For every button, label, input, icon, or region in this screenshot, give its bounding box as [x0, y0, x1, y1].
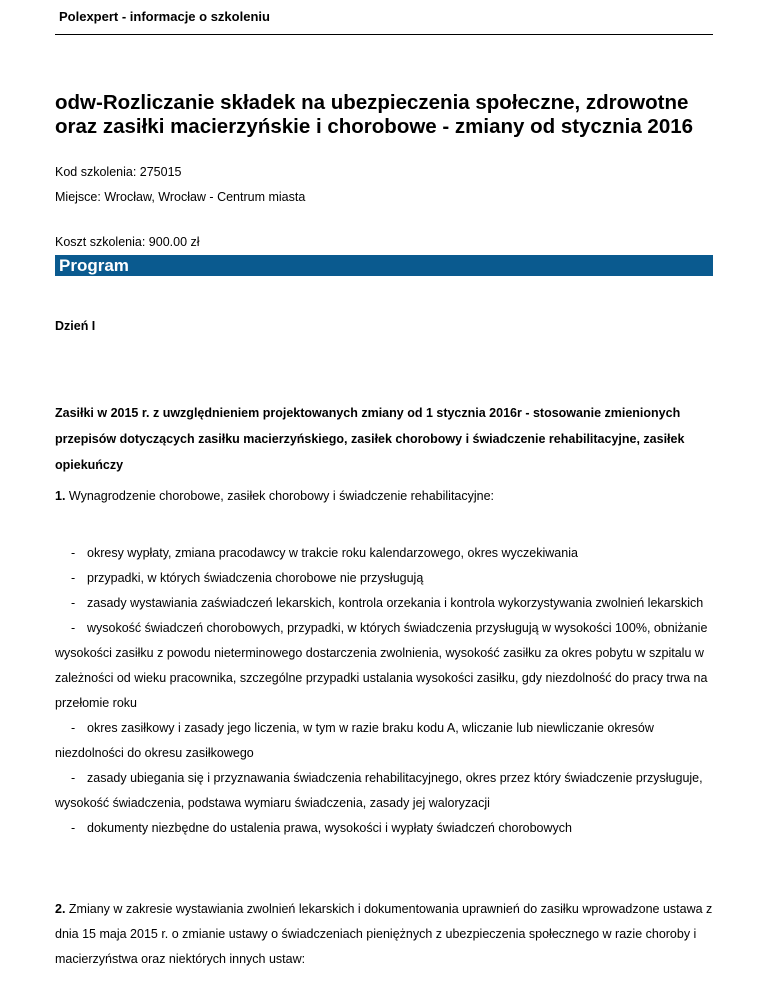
item-1-number: 1. — [55, 489, 66, 503]
list-item: - przypadki, w których świadczenia chorobowe nie przysługują — [55, 566, 715, 591]
course-title: odw-Rozliczanie składek na ubezpieczenia społeczne, zdrowotne oraz zasiłki macierzyńskie i chorobowe - zmiany od stycznia 2016 — [55, 91, 694, 138]
dash-marker: - — [71, 721, 76, 735]
list-item: - okres zasiłkowy i zasady jego liczenia, w tym w razie braku kodu A, wliczanie lub niewliczanie okresów niezdolności do okresu zasiłkowego — [55, 716, 715, 766]
dash-marker: - — [71, 596, 76, 610]
item-1-paragraph — [55, 484, 715, 509]
dash-marker: - — [71, 771, 76, 785]
list-item: - okresy wypłaty, zmiana pracodawcy w trakcie roku kalendarzowego, okres wyczekiwania — [55, 541, 715, 566]
item-2-number: 2. — [55, 902, 66, 916]
item-1-list — [55, 541, 715, 841]
dash-marker: - — [71, 821, 76, 835]
course-cost: Koszt szkolenia: 900.00 zł — [55, 235, 200, 249]
block-title: Zasiłki w 2015 r. z uwzględnieniem projektowanych zmiany od 1 stycznia 2016r - stosowanie zmienionych przepisów dotyczących zasiłku macierzyńskiego, zasiłek chorobowy i świadczenie rehabilitacyjne, zasiłek opiekuńczy — [55, 406, 685, 472]
dash-marker: - — [71, 546, 76, 560]
list-item: - dokumenty niezbędne do ustalenia prawa, wysokości i wypłaty świadczeń chorobowych — [55, 816, 715, 841]
page-header-title: Polexpert - informacje o szkoleniu — [59, 9, 270, 24]
header-divider — [55, 34, 713, 35]
dash-marker: - — [71, 571, 76, 585]
course-code: Kod szkolenia: 275015 — [55, 165, 182, 179]
program-section-header: Program — [55, 255, 713, 276]
day-heading: Dzień I — [55, 319, 96, 333]
list-item: - wysokość świadczeń chorobowych, przypadki, w których świadczenia przysługują w wysokości 100%, obniżanie wysokości zasiłku z powodu nieterminowego dostarczenia zwolnienia, wysokość zasiłku za okres pobytu w szpitalu w zależności od wieku pracownika, szczególne przypadki ustalania wysokości zasiłku, gdy niezdolność do pracy trwa na przełomie roku — [55, 616, 715, 716]
list-item: - zasady wystawiania zaświadczeń lekarskich, kontrola orzekania i kontrola wykorzystywania zwolnień lekarskich — [55, 591, 715, 616]
course-place: Miejsce: Wrocław, Wrocław - Centrum miasta — [55, 190, 306, 204]
item-1-text: Wynagrodzenie chorobowe, zasiłek chorobowy i świadczenie rehabilitacyjne: — [65, 489, 495, 503]
item-2-paragraph — [55, 897, 715, 972]
item-2-text: Zmiany w zakresie wystawiania zwolnień lekarskich i dokumentowania uprawnień do zasiłku wprowadzone ustawa z dnia 15 maja 2015 r. o zmianie ustawy o świadczeniach pieniężnych z ubezpieczenia społecznego w razie choroby i macierzyństwa oraz niektórych innych ustaw: — [55, 902, 713, 966]
list-item: - zasady ubiegania się i przyznawania świadczenia rehabilitacyjnego, okres przez który świadczenie przysługuje, wysokość świadczenia, podstawa wymiaru świadczenia, zasady jej waloryzacji — [55, 766, 715, 816]
dash-marker: - — [71, 621, 76, 635]
